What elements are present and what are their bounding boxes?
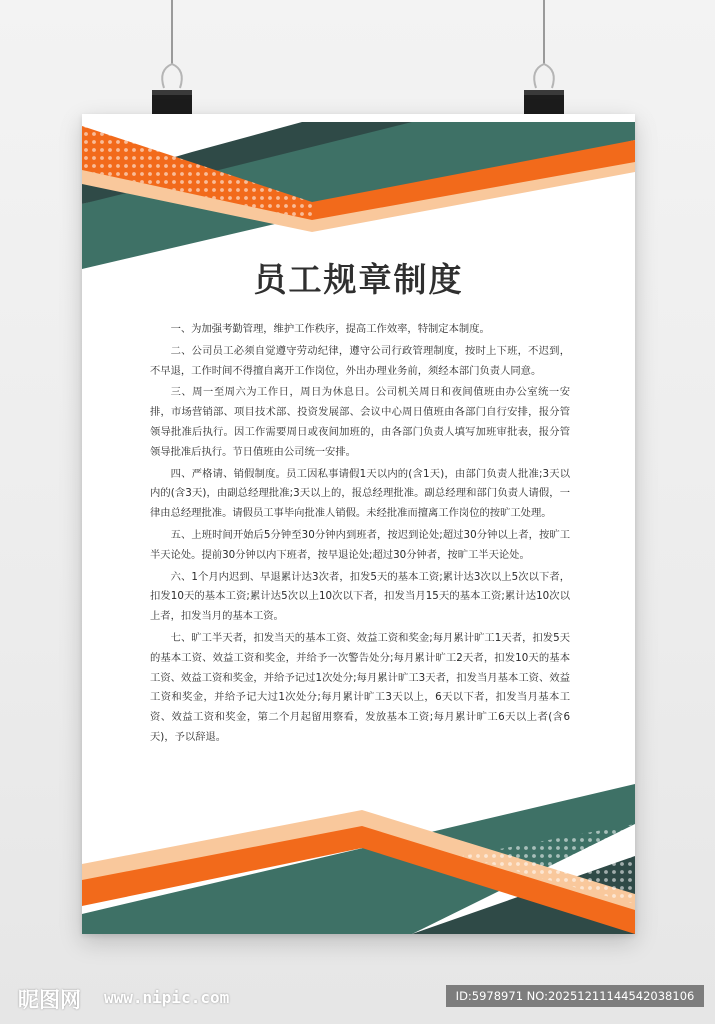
binder-clip-left bbox=[150, 0, 194, 125]
watermark-logo: 昵图网 bbox=[18, 988, 81, 1012]
bottom-decoration bbox=[82, 764, 635, 934]
binder-clip-right bbox=[522, 0, 566, 125]
image-id-strip: ID:5978971 NO:20251211144542038106 bbox=[446, 985, 704, 1007]
poster bbox=[82, 114, 635, 934]
regulation-paragraph: 五、上班时间开始后5分钟至30分钟内到班者，按迟到论处;超过30分钟以上者，按旷工半天论处。提前30分钟以内下班者，按早退论处;超过30分钟者，按旷工半天论处。 bbox=[150, 528, 570, 561]
regulation-paragraph: 二、公司员工必须自觉遵守劳动纪律，遵守公司行政管理制度，按时上下班，不迟到，不早退，工作时间不得擅自离开工作岗位，外出办理业务前，须经本部门负责人同意。 bbox=[150, 344, 570, 377]
regulation-paragraph: 三、周一至周六为工作日，周日为休息日。公司机关周日和夜间值班由办公室统一安排，市场营销部、项目技术部、投资发展部、会议中心周日值班由各部门自行安排，报分管领导批准后执行。因工作需要周日或夜间加班的，由各部门负责人填写加班审批表，报分管领导批准后执行。节日值班由公司统一安排。 bbox=[150, 386, 570, 458]
top-decoration bbox=[82, 114, 635, 274]
regulation-paragraph: 一、为加强考勤管理，维护工作秩序，提高工作效率，特制定本制度。 bbox=[170, 323, 490, 335]
regulation-paragraph: 七、旷工半天者，扣发当天的基本工资、效益工资和奖金;每月累计旷工1天者，扣发5天的基本工资、效益工资和奖金，并给予一次警告处分;每月累计旷工2天者，扣发10天的基本工资、效益工资和奖金，并给予记过1次处分;每月累计旷工3天者，扣发当月基本工资、效益工资和奖金，并给予记大过1次处分;每月累计旷工3天以上，6天以下者，扣发当月基本工资、效益工资和奖金，第二个月起留用察看，发放基本工资;每月累计旷工6天以上者(含6天)，予以辞退。 bbox=[150, 631, 570, 743]
regulation-body bbox=[150, 320, 570, 750]
regulation-paragraph: 四、严格请、销假制度。员工因私事请假1天以内的(含1天)，由部门负责人批准;3天以内的(含3天)，由副总经理批准;3天以上的，报总经理批准。副总经理和部门负责人请假，一律由总经理批准。请假员工事毕向批准人销假。未经批准而擅离工作岗位的按旷工处理。 bbox=[150, 467, 570, 520]
watermark-site: www.nipic.com bbox=[104, 988, 230, 1007]
regulation-paragraph: 六、1个月内迟到、早退累计达3次者，扣发5天的基本工资;累计达3次以上5次以下者，扣发10天的基本工资;累计达5次以上10次以下者，扣发当月15天的基本工资;累计达10次以上者，扣发当月的基本工资。 bbox=[150, 570, 570, 623]
poster-title: 员工规章制度 bbox=[253, 260, 464, 299]
